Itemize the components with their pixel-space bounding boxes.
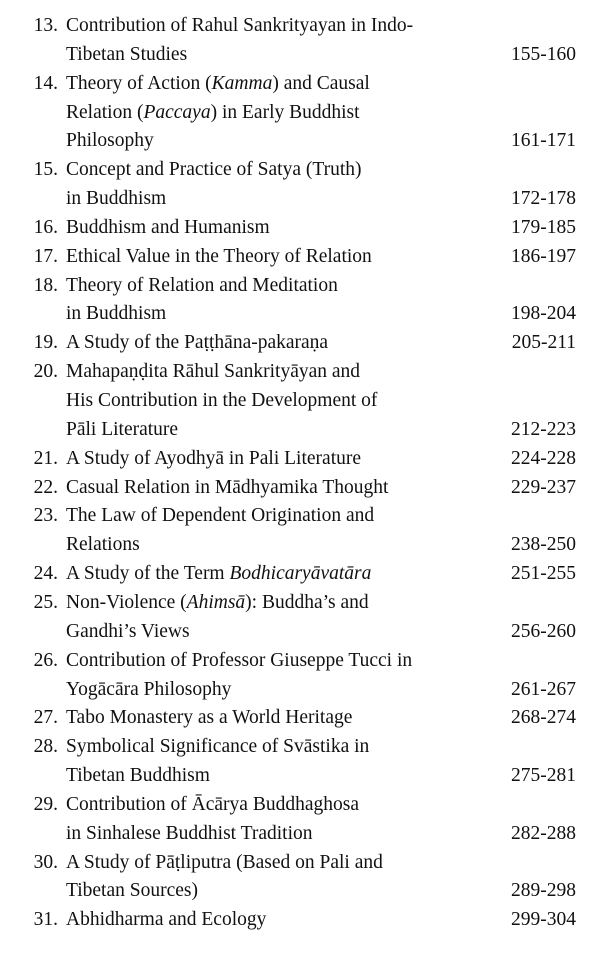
entry-number: 24.	[33, 563, 58, 585]
entry-title-line: in Sinhalese Buddhist Tradition	[66, 822, 313, 844]
entry-title-line: in Buddhism	[66, 303, 167, 325]
entry-title-line: Theory of Relation and Meditation	[66, 274, 338, 296]
entry-title-line: A Study of the Term Bodhicaryāvatāra	[66, 563, 372, 585]
entry-number: 16.	[33, 216, 58, 238]
entry-pages: 224-228	[511, 447, 576, 469]
entry-title-line: The Law of Dependent Origination and	[66, 505, 375, 527]
toc-entry	[0, 243, 600, 272]
entry-pages: 268-274	[511, 707, 576, 729]
entry-title-line: Theory of Action (Kamma) and Causal	[66, 72, 370, 94]
entry-title-line: Tibetan Buddhism	[66, 765, 210, 787]
entry-number: 17.	[33, 245, 58, 267]
entry-number: 22.	[33, 476, 58, 498]
entry-title-line: Tibetan Studies	[66, 43, 188, 65]
entry-title-line: Relations	[66, 534, 140, 556]
toc-entry	[0, 214, 600, 243]
toc-entry	[0, 560, 600, 589]
toc-entry	[0, 647, 600, 705]
toc-entry	[0, 906, 600, 935]
toc-entry	[0, 733, 600, 791]
entry-number: 21.	[33, 447, 58, 469]
entry-title-line: Casual Relation in Mādhyamika Thought	[66, 476, 389, 498]
entry-title-line: Tibetan Sources)	[66, 880, 198, 902]
entry-title-line: Gandhi’s Views	[66, 620, 190, 642]
entry-number: 19.	[33, 332, 58, 354]
toc-entry	[0, 704, 600, 733]
entry-number: 26.	[33, 649, 58, 671]
entry-title-line: Symbolical Significance of Svāstika in	[66, 736, 370, 758]
toc-entry	[0, 589, 600, 647]
entry-title-line: Abhidharma and Ecology	[66, 909, 267, 931]
entry-pages: 238-250	[511, 534, 576, 556]
entry-title-line: Contribution of Rahul Sankrityayan in Indo-	[66, 15, 414, 36]
entry-pages: 282-288	[511, 822, 576, 844]
entry-pages: 256-260	[511, 620, 576, 642]
toc-entry	[0, 156, 600, 214]
entry-title-line: Pāli Literature	[66, 418, 179, 440]
entry-title-line: in Buddhism	[66, 188, 167, 210]
entry-title-line: A Study of Ayodhyā in Pali Literature	[66, 447, 362, 469]
toc-entry	[0, 849, 600, 907]
entry-number: 15.	[33, 159, 58, 181]
entry-title-line: Buddhism and Humanism	[66, 216, 270, 238]
entry-pages: 251-255	[511, 563, 576, 585]
toc-entry	[0, 358, 600, 445]
toc-entry	[0, 791, 600, 849]
entry-pages: 205-211	[511, 332, 576, 354]
entry-pages: 186-197	[511, 245, 576, 267]
entry-number: 20.	[33, 361, 58, 383]
entry-title-line: Contribution of Ācārya Buddhaghosa	[66, 793, 359, 815]
entry-title-line: A Study of Pāṭliputra (Based on Pali and	[66, 851, 383, 873]
toc-entry	[0, 12, 600, 70]
toc-entry	[0, 445, 600, 474]
entry-pages: 299-304	[511, 909, 576, 931]
entry-number: 18.	[33, 274, 58, 296]
entry-pages: 172-178	[511, 188, 576, 210]
entry-number: 27.	[33, 707, 58, 729]
entry-pages: 261-267	[511, 678, 576, 700]
entry-title-line: A Study of the Paṭṭhāna-pakaraṇa	[66, 332, 329, 354]
entry-number: 23.	[33, 505, 58, 527]
toc-entry	[0, 329, 600, 358]
entry-title-line: Concept and Practice of Satya (Truth)	[66, 159, 362, 181]
entry-title-line: Non-Violence (Ahimsā): Buddha’s and	[66, 592, 369, 613]
entry-pages: 155-160	[511, 43, 576, 65]
entry-number: 25.	[33, 592, 58, 613]
entry-pages: 198-204	[511, 303, 576, 325]
entry-title-line: Relation (Paccaya) in Early Buddhist	[66, 101, 360, 123]
toc-entry	[0, 272, 600, 330]
entry-number: 30.	[33, 851, 58, 873]
entry-number: 29.	[33, 793, 58, 815]
entry-title-line: Yogācāra Philosophy	[66, 678, 232, 700]
entry-title-line: Philosophy	[66, 130, 154, 152]
entry-title-line: Tabo Monastery as a World Heritage	[66, 707, 353, 729]
entry-title-line: Contribution of Professor Giuseppe Tucci in	[66, 649, 413, 671]
entry-pages: 229-237	[511, 476, 576, 498]
toc-entry	[0, 474, 600, 503]
entry-number: 28.	[33, 736, 58, 758]
entry-pages: 212-223	[511, 418, 576, 440]
entry-title-line: Mahapaṇḍita Rāhul Sankrityāyan and	[66, 361, 361, 383]
entry-pages: 289-298	[511, 880, 576, 902]
entry-number: 14.	[33, 72, 58, 94]
entry-number: 31.	[33, 909, 58, 931]
toc-entry	[0, 70, 600, 157]
entry-title-line: Ethical Value in the Theory of Relation	[66, 245, 372, 267]
entry-pages: 179-185	[511, 216, 576, 238]
entry-pages: 275-281	[511, 765, 576, 787]
toc-entry	[0, 502, 600, 560]
entry-title-line: His Contribution in the Development of	[66, 390, 378, 412]
entry-number: 13.	[33, 15, 58, 36]
entry-pages: 161-171	[511, 130, 576, 152]
